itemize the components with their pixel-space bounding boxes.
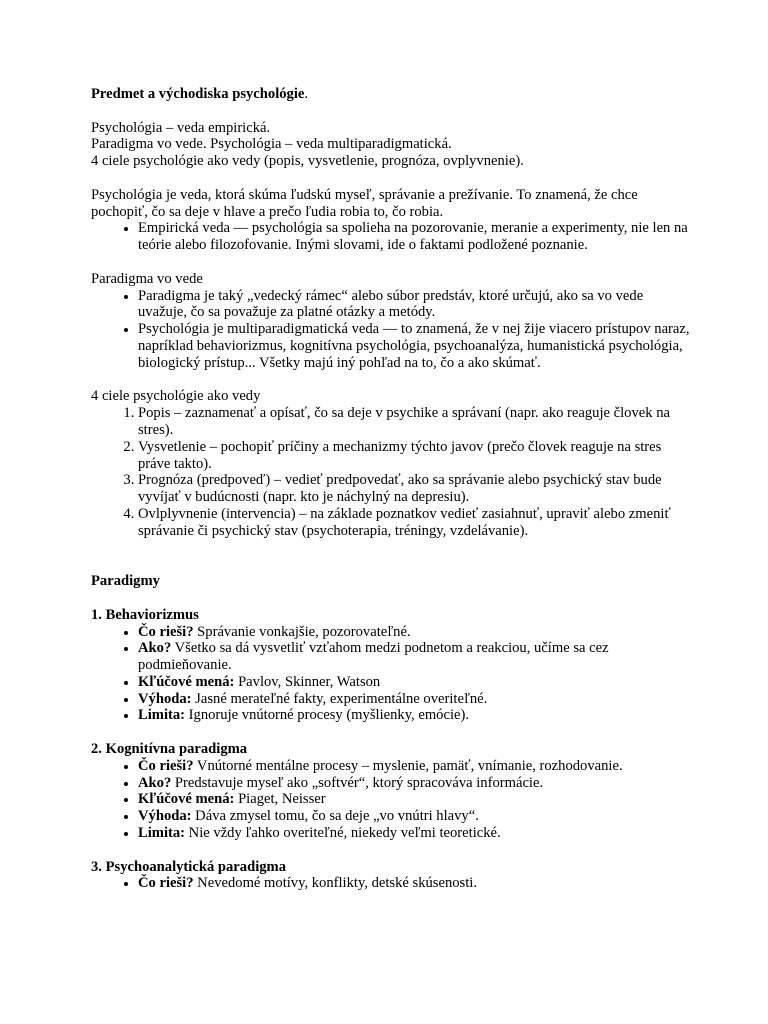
bullet-item — [138, 624, 691, 641]
empirical-bullet-list — [91, 220, 691, 254]
item-label: Ako? — [138, 640, 172, 657]
behaviorism-list — [91, 624, 691, 725]
item-text: Ignoruje vnútorné procesy (myšlienky, emócie). — [185, 707, 469, 724]
bullet-item — [138, 875, 691, 892]
item-label: Čo rieši? — [138, 757, 194, 774]
item-label: Výhoda: — [138, 690, 192, 707]
item-text: Dáva zmysel tomu, čo sa deje „vo vnútri hlavy“. — [191, 808, 479, 825]
item-text: Vnútorné mentálne procesy – myslenie, pamäť, vnímanie, rozhodovanie. — [193, 757, 623, 774]
item-text: Pavlov, Skinner, Watson — [234, 673, 381, 690]
psychoanalytic-heading: 3. Psychoanalytická paradigma — [91, 858, 286, 875]
document-page — [91, 86, 691, 892]
item-label: Kľúčové mená: — [138, 791, 235, 808]
bullet-item — [138, 691, 691, 708]
item-text: Jasné merateľné fakty, experimentálne overiteľné. — [191, 690, 488, 707]
item-label: Ako? — [138, 774, 172, 791]
item-label: Limita: — [138, 825, 186, 842]
item-label: Čo rieši? — [138, 623, 194, 640]
numbered-item: 1. Popis – zaznamenať a opísať, čo sa deje v psychike a správaní (napr. ako reaguje človek na stres). — [138, 405, 691, 439]
item-text: Piaget, Neisser — [234, 791, 326, 808]
paradigm-bullet-list — [91, 288, 691, 372]
item-text: Nevedomé motívy, konflikty, detské skúsenosti. — [193, 875, 477, 892]
cognitive-heading: 2. Kognitívna paradigma — [91, 741, 248, 758]
bullet-item — [138, 791, 691, 808]
bullet-item: • Paradigma je taký „vedecký rámec“ alebo súbor predstáv, ktoré určujú, ako sa vo vede uvažuje, čo sa považuje za platné otázky a metódy. — [138, 288, 691, 322]
document-title-line — [91, 86, 691, 103]
item-text: Nie vždy ľahko overiteľné, niekedy veľmi teoretické. — [185, 825, 501, 842]
numbered-item: 2. Vysvetlenie – pochopiť príčiny a mechanizmy týchto javov (prečo človek reaguje na stres práve takto). — [138, 439, 691, 473]
item-label: Limita: — [138, 707, 186, 724]
document-title: Predmet a východiska psychológie — [91, 86, 305, 102]
title-period: . — [304, 86, 309, 102]
bullet-item — [138, 758, 691, 775]
goals-heading: 4 ciele psychológie ako vedy — [91, 388, 261, 405]
paradigms-heading: Paradigmy — [91, 573, 160, 590]
behaviorism-heading: 1. Behaviorizmus — [91, 606, 199, 623]
item-label: Kľúčové mená: — [138, 673, 235, 690]
intro-line: Paradigma vo vede. Psychológia – veda multiparadigmatická. — [91, 136, 452, 153]
bullet-item: • Psychológia je multiparadigmatická veda — to znamená, že v nej žije viacero prístupov naraz, napríklad behaviorizmus, kognitívna psychológia, psychoanalýza, humanistická psychológia, biologický prístup... Všetky majú iný pohľad na to, čo a ako skúmať. — [138, 321, 691, 371]
bullet-item — [138, 775, 691, 792]
item-text: Všetko sa dá vysvetliť vzťahom medzi podnetom a reakciou, učíme sa cez podmieňovanie. — [138, 640, 609, 674]
bullet-item — [138, 640, 691, 674]
numbered-item: 4. Ovlplyvnenie (intervencia) – na základe poznatkov vedieť zasiahnuť, upraviť alebo zmeniť správanie či psychický stav (psychoterapia, tréningy, vzdelávanie). — [138, 506, 691, 540]
cognitive-list — [91, 758, 691, 842]
item-text: Správanie vonkajšie, pozorovateľné. — [193, 623, 411, 640]
item-label: Čo rieši? — [138, 875, 194, 892]
definition-paragraph: Psychológia je veda, ktorá skúma ľudskú myseľ, správanie a prežívanie. To znamená, že chce pochopiť, čo sa deje v hlave a prečo ľudia robia to, čo robia. — [91, 186, 638, 220]
numbered-item: 3. Prognóza (predpoveď) – vedieť predpovedať, ako sa správanie alebo psychický stav bude vyvíjať v budúcnosti (napr. kto je náchylný na depresiu). — [138, 472, 691, 506]
item-text: Predstavuje myseľ ako „softvér“, ktorý spracováva informácie. — [171, 774, 544, 791]
item-label: Výhoda: — [138, 808, 192, 825]
goals-numbered-list — [91, 405, 691, 539]
paradigm-heading: Paradigma vo vede — [91, 270, 203, 287]
bullet-item: • Empirická veda — psychológia sa spolieha na pozorovanie, meranie a experimenty, nie len na teórie alebo filozofovanie. Inými slovami, ide o faktami podložené poznanie. — [138, 220, 691, 254]
bullet-item — [138, 825, 691, 842]
psychoanalytic-list — [91, 875, 691, 892]
bullet-item — [138, 808, 691, 825]
bullet-item — [138, 707, 691, 724]
bullet-item — [138, 674, 691, 691]
intro-line: Psychológia – veda empirická. — [91, 119, 271, 136]
intro-line: 4 ciele psychológie ako vedy (popis, vysvetlenie, prognóza, ovplyvnenie). — [91, 153, 524, 170]
